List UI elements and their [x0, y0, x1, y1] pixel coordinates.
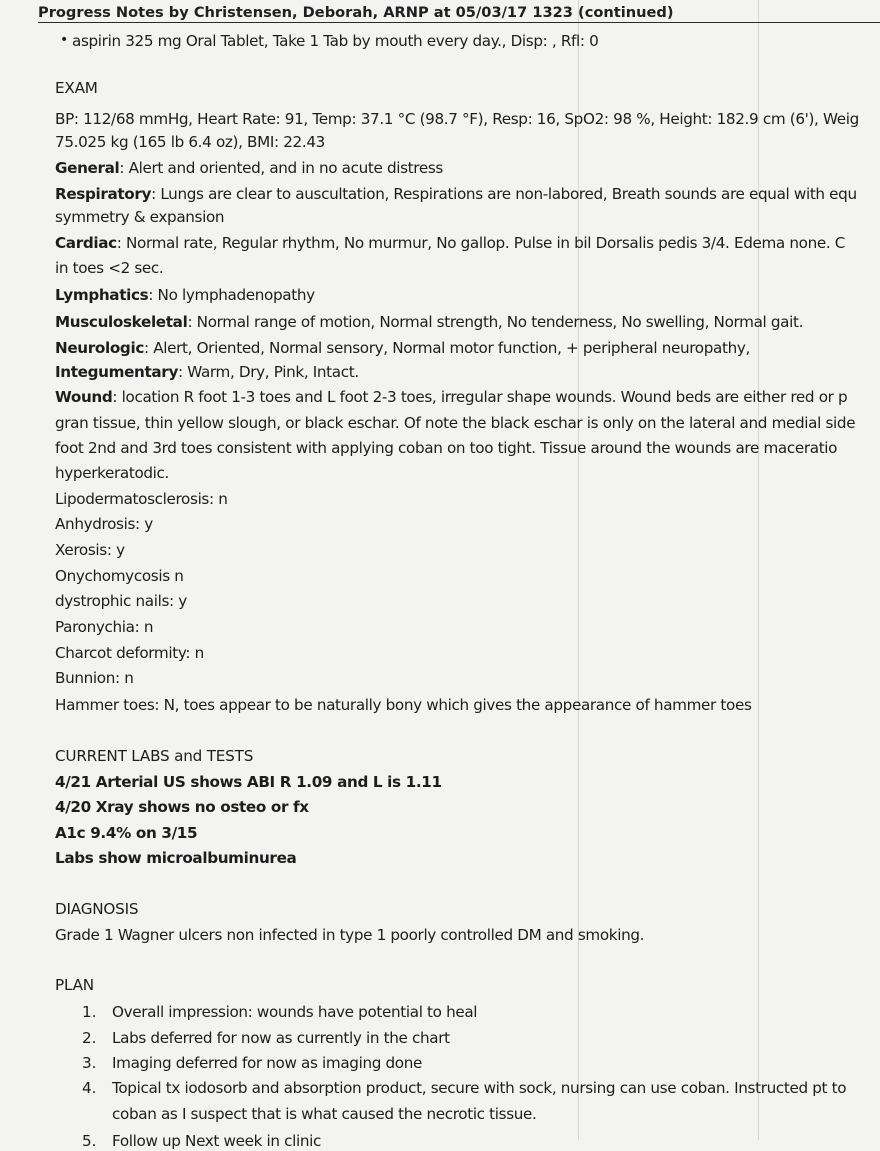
exam-text: : Alert, Oriented, Normal sensory, Normal motor function, + peripheral neuropathy, — [143, 339, 750, 357]
finding-line: dystrophic nails: y — [55, 592, 187, 610]
exam-general — [55, 158, 443, 178]
exam-text-cont: symmetry & expansion — [55, 208, 225, 226]
exam-text: : Normal range of motion, Normal strength, No tenderness, No swelling, Normal gait. — [187, 313, 804, 331]
exam-text: : Normal rate, Regular rhythm, No murmur, No gallop. Pulse in bil Dorsalis pedis 3/4. Edema none. C — [116, 234, 846, 252]
exam-label: Lymphatics — [55, 286, 149, 304]
bullet: • — [60, 32, 69, 48]
exam-heading: EXAM — [55, 79, 98, 97]
plan-item-number: 1. — [82, 1003, 97, 1021]
exam-label: Neurologic — [55, 339, 144, 357]
scan-fold-line — [578, 0, 579, 1140]
exam-text: : Warm, Dry, Pink, Intact. — [178, 363, 359, 381]
exam-label: Cardiac — [55, 234, 117, 252]
diagnosis-text: Grade 1 Wagner ulcers non infected in type 1 poorly controlled DM and smoking. — [55, 926, 645, 944]
exam-lymphatics — [55, 285, 315, 305]
plan-item-text: Overall impression: wounds have potential to heal — [112, 1003, 478, 1021]
vitals-line: 75.025 kg (165 lb 6.4 oz), BMI: 22.43 — [55, 133, 325, 151]
plan-item-number: 4. — [82, 1079, 97, 1097]
medication-line: aspirin 325 mg Oral Tablet, Take 1 Tab by mouth every day., Disp: , Rfl: 0 — [72, 32, 599, 50]
finding-line: Lipodermatosclerosis: n — [55, 490, 228, 508]
exam-musculoskeletal — [55, 312, 803, 332]
finding-line: Anhydrosis: y — [55, 515, 153, 533]
plan-item-text: Follow up Next week in clinic — [112, 1132, 322, 1150]
exam-label: Respiratory — [55, 185, 152, 203]
exam-text: : location R foot 1-3 toes and L foot 2-3 toes, irregular shape wounds. Wound beds are either red or p — [112, 388, 848, 406]
lab-line: Labs show microalbuminurea — [55, 849, 297, 867]
plan-item-number: 2. — [82, 1029, 97, 1047]
exam-text: : Lungs are clear to auscultation, Respirations are non-labored, Breath sounds are equal with equ — [151, 185, 857, 203]
exam-text-cont: in toes <2 sec. — [55, 259, 164, 277]
lab-line: 4/21 Arterial US shows ABI R 1.09 and L is 1.11 — [55, 773, 442, 791]
finding-line: Charcot deformity: n — [55, 644, 204, 662]
exam-text: : No lymphadenopathy — [148, 286, 315, 304]
lab-line: 4/20 Xray shows no osteo or fx — [55, 798, 309, 816]
exam-cardiac — [55, 233, 845, 253]
exam-wound — [55, 387, 847, 407]
exam-label: Integumentary — [55, 363, 178, 381]
plan-item-text: Labs deferred for now as currently in the chart — [112, 1029, 450, 1047]
exam-text-cont: foot 2nd and 3rd toes consistent with applying coban on too tight. Tissue around the wounds are maceratio — [55, 439, 838, 457]
vitals-line: BP: 112/68 mmHg, Heart Rate: 91, Temp: 37.1 °C (98.7 °F), Resp: 16, SpO2: 98 %, Height: 182.9 cm (6'), Weig — [55, 110, 859, 128]
finding-line: Paronychia: n — [55, 618, 154, 636]
plan-item-number: 5. — [82, 1132, 97, 1150]
finding-line: Hammer toes: N, toes appear to be naturally bony which gives the appearance of hammer toes — [55, 696, 752, 714]
plan-item-text: Imaging deferred for now as imaging done — [112, 1054, 423, 1072]
exam-text-cont: hyperkeratodic. — [55, 464, 170, 482]
exam-text: : Alert and oriented, and in no acute distress — [119, 159, 443, 177]
plan-item-number: 3. — [82, 1054, 97, 1072]
exam-label: Wound — [55, 388, 113, 406]
plan-heading: PLAN — [55, 976, 94, 994]
finding-line: Bunnion: n — [55, 669, 134, 687]
exam-label: General — [55, 159, 120, 177]
page-header: Progress Notes by Christensen, Deborah, ARNP at 05/03/17 1323 (continued) — [38, 4, 880, 23]
exam-neurologic — [55, 338, 750, 358]
finding-line: Xerosis: y — [55, 541, 125, 559]
scan-fold-line — [758, 0, 759, 1140]
exam-respiratory — [55, 184, 857, 204]
exam-text-cont: gran tissue, thin yellow slough, or black eschar. Of note the black eschar is only on the lateral and medial side — [55, 414, 856, 432]
plan-item-text: Topical tx iodosorb and absorption product, secure with sock, nursing can use coban. Instructed pt to — [112, 1079, 847, 1097]
labs-heading: CURRENT LABS and TESTS — [55, 747, 254, 765]
finding-line: Onychomycosis n — [55, 567, 184, 585]
diagnosis-heading: DIAGNOSIS — [55, 900, 139, 918]
exam-label: Musculoskeletal — [55, 313, 188, 331]
exam-integumentary — [55, 362, 359, 382]
plan-item-text: coban as I suspect that is what caused the necrotic tissue. — [112, 1105, 537, 1123]
lab-line: A1c 9.4% on 3/15 — [55, 824, 198, 842]
